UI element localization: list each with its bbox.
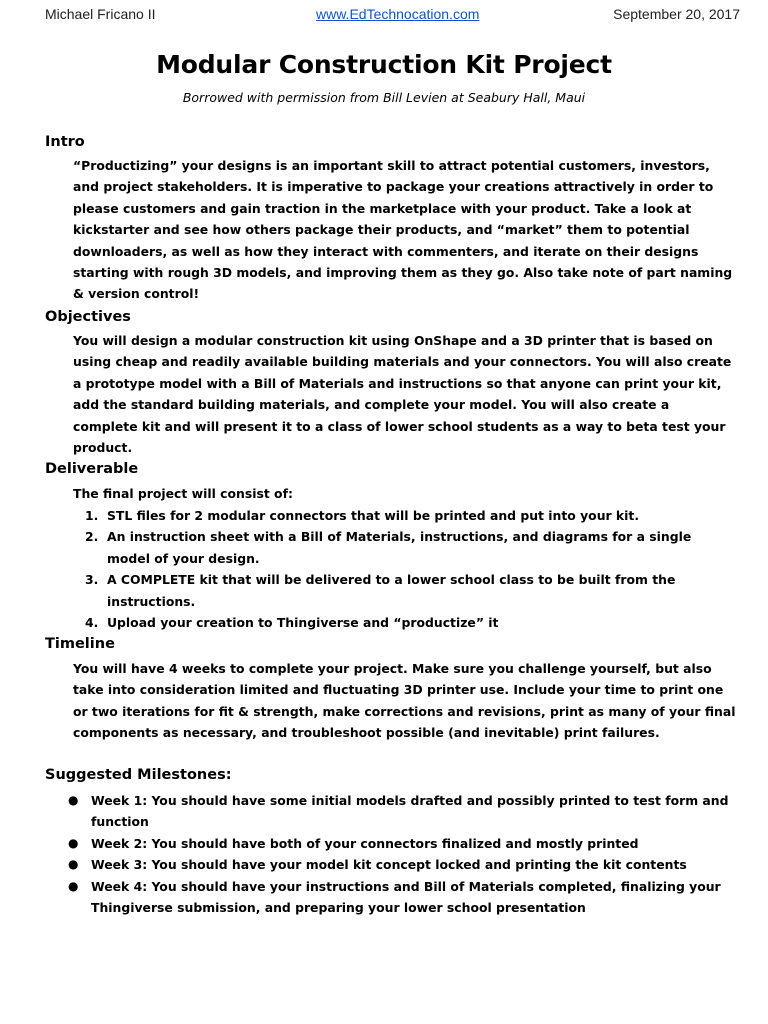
- list-item: [73, 569, 737, 612]
- list-number: 2.: [85, 529, 99, 545]
- list-number: 4.: [85, 615, 99, 631]
- document-subtitle: Borrowed with permission from Bill Levien at Seabury Hall, Maui: [182, 90, 586, 105]
- list-number: 1.: [85, 508, 99, 523]
- bullet-icon: ●: [68, 793, 79, 807]
- deliverable-intro: The final project will consist of:: [73, 486, 293, 501]
- list-item-text: Upload your creation to Thingiverse and “productize” it: [107, 615, 499, 631]
- list-item: [73, 505, 737, 526]
- timeline-paragraph: You will have 4 weeks to complete your project. Make sure you challenge yourself, but also take into consideration limited and fluctuating 3D printer use. Include your time to print one or two iterations for fit & strength, make corrections and revisions, print as many of your final components as necessary, and troubleshoot possible (and inevitable) print failures.: [73, 661, 736, 741]
- timeline-heading: Timeline: [45, 636, 115, 652]
- bullet-icon: ●: [68, 857, 79, 872]
- intro-heading: Intro: [45, 134, 85, 150]
- objectives-heading: Objectives: [45, 309, 131, 325]
- list-item-text: An instruction sheet with a Bill of Materials, instructions, and diagrams for a single model of your design.: [107, 529, 692, 566]
- milestones-list: [64, 790, 744, 918]
- milestones-heading: Suggested Milestones:: [45, 767, 232, 783]
- document-date: September 20, 2017: [613, 6, 740, 22]
- page-header: [45, 6, 740, 26]
- list-item-text: Week 2: You should have both of your connectors finalized and mostly printed: [91, 835, 639, 851]
- list-item-text: Week 3: You should have your model kit concept locked and printing the kit contents: [91, 857, 687, 873]
- list-item-text: Week 1: You should have some initial models drafted and possibly printed to test form and function: [91, 793, 729, 830]
- list-item: [73, 526, 737, 569]
- list-item: [64, 833, 744, 854]
- list-item-text: Week 4: You should have your instructions and Bill of Materials completed, finalizing your Thingiverse submission, and preparing your lower school presentation: [91, 878, 721, 916]
- document-title: Modular Construction Kit Project: [156, 50, 612, 79]
- list-item: [64, 790, 744, 833]
- deliverable-heading: Deliverable: [45, 461, 139, 477]
- bullet-icon: ●: [68, 878, 79, 893]
- website-link[interactable]: www.EdTechnocation.com: [316, 6, 480, 22]
- author-name: Michael Fricano II: [45, 6, 156, 22]
- list-item-text: STL files for 2 modular connectors that will be printed and put into your kit.: [107, 508, 640, 523]
- intro-paragraph: “Productizing” your designs is an important skill to attract potential customers, investors, and project stakeholders. It is imperative to package your creations attractively in order to please customers and gain traction in the marketplace with your product. Take a look at kickstarter and see how others package their products, and “market” them to potential downloaders, as well as how they interact with commenters, and iterate on their designs starting with rough 3D models, and improving them as they go. Also take note of part naming & version control!: [73, 158, 733, 302]
- objectives-paragraph: You will design a modular construction kit using OnShape and a 3D printer that is based on using cheap and readily available building materials and your connectors. You will also create a prototype model with a Bill of Materials and instructions so that anyone can print your kit, add the standard building materials, and complete your model. You will also create a complete kit and will present it to a class of lower school students as a way to beta test your product.: [73, 333, 732, 456]
- deliverable-list: [73, 505, 737, 633]
- bullet-icon: ●: [68, 835, 79, 850]
- list-item: [64, 854, 744, 875]
- list-item: [64, 876, 744, 919]
- list-item: [73, 612, 737, 633]
- list-item-text: A COMPLETE kit that will be delivered to a lower school class to be built from the instructions.: [107, 572, 676, 609]
- list-number: 3.: [85, 572, 99, 588]
